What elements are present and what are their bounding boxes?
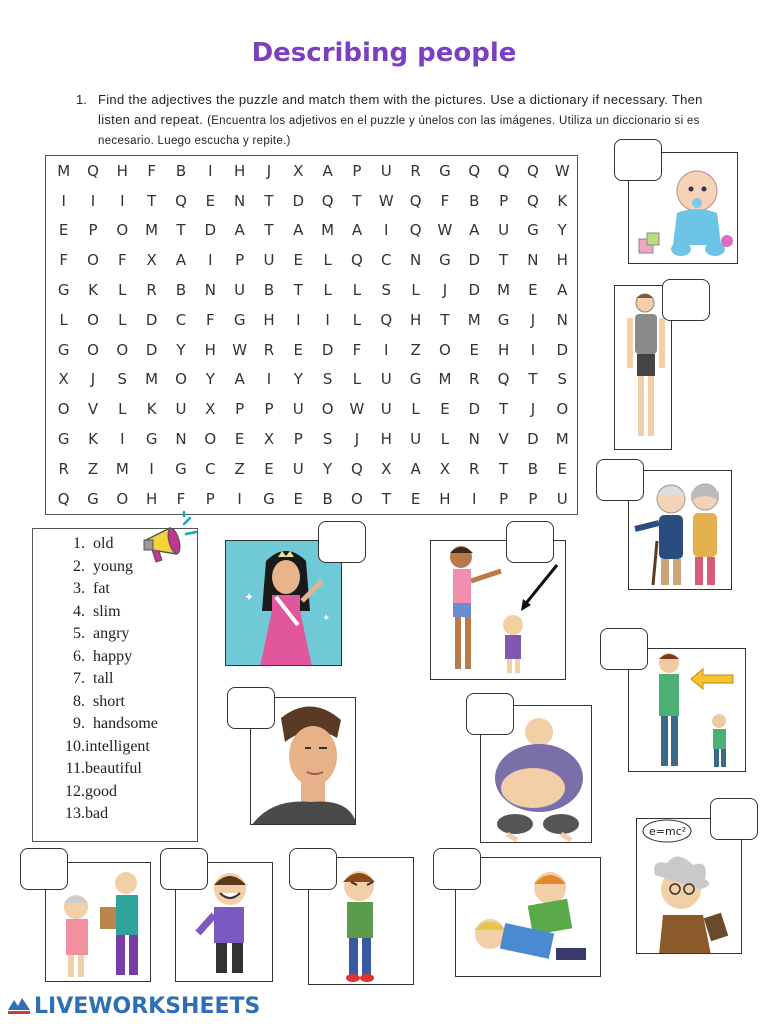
grid-letter[interactable]: N [204, 281, 216, 300]
grid-letter[interactable]: Q [380, 310, 393, 329]
grid-letter[interactable]: M [467, 310, 481, 329]
grid-letter[interactable]: B [527, 459, 539, 478]
grid-letter[interactable]: Q [409, 191, 422, 210]
grid-letter[interactable]: L [352, 310, 362, 329]
grid-letter[interactable]: B [175, 281, 187, 300]
grid-letter[interactable]: G [87, 489, 99, 508]
page-title: Describing people [251, 38, 517, 68]
grid-letter[interactable]: T [147, 191, 157, 210]
word-number: 4. [73, 602, 85, 620]
word-list-item [63, 603, 197, 626]
svg-text:✦: ✦ [322, 613, 331, 624]
grid-letter[interactable]: H [556, 251, 568, 270]
grid-letter[interactable]: R [469, 370, 480, 389]
grid-letter[interactable]: G [57, 340, 70, 359]
grid-letter[interactable]: H [263, 310, 275, 329]
grid-letter[interactable]: O [116, 221, 129, 240]
word-list-item [63, 715, 197, 738]
grid-letter[interactable]: P [293, 430, 303, 449]
answer-box-tall-and-short[interactable] [600, 628, 648, 670]
grid-letter[interactable]: I [296, 310, 301, 329]
grid-letter[interactable]: U [380, 161, 392, 180]
grid-letter[interactable]: X [205, 400, 216, 419]
grid-letter[interactable]: Q [351, 251, 363, 270]
old-couple-illustration [629, 471, 732, 590]
grid-letter[interactable]: L [118, 400, 127, 419]
answer-box-angry-boy[interactable] [289, 848, 337, 890]
grid-letter[interactable]: R [410, 161, 421, 180]
grid-letter[interactable]: X [146, 251, 157, 270]
grid-letter[interactable]: A [293, 221, 304, 240]
grid-row [46, 275, 577, 305]
grid-letter[interactable]: P [205, 489, 215, 508]
grid-letter[interactable]: Y [205, 370, 215, 389]
grid-letter[interactable]: K [88, 430, 98, 449]
grid-letter[interactable]: L [59, 310, 68, 329]
grid-letter[interactable]: A [351, 221, 363, 240]
grid-letter[interactable]: H [204, 340, 216, 359]
grid-letter[interactable]: X [381, 459, 392, 478]
grid-letter[interactable]: K [88, 281, 98, 300]
word-text: fat [93, 580, 110, 597]
grid-letter[interactable]: Q [351, 459, 363, 478]
grid-letter[interactable]: A [322, 161, 333, 180]
grid-letter[interactable]: F [205, 310, 215, 329]
grid-letter[interactable]: I [120, 191, 125, 210]
grid-letter[interactable]: M [145, 370, 159, 389]
grid-letter[interactable]: E [293, 340, 304, 359]
grid-letter[interactable]: J [90, 370, 96, 389]
grid-letter[interactable]: W [232, 340, 248, 359]
grid-letter[interactable]: Z [87, 459, 99, 478]
word-text: old [93, 535, 114, 552]
answer-box-old-couple[interactable] [596, 459, 644, 501]
grid-letter[interactable]: G [439, 161, 451, 180]
grid-letter[interactable]: F [176, 489, 186, 508]
grid-letter[interactable]: O [351, 489, 363, 508]
grid-letter[interactable]: J [442, 281, 448, 300]
grid-letter[interactable]: W [349, 400, 365, 419]
grid-letter[interactable]: L [411, 400, 420, 419]
word-list-item [63, 783, 197, 806]
grid-letter[interactable]: Y [323, 459, 333, 478]
grid-letter[interactable]: N [175, 430, 187, 449]
word-number: 13. [65, 805, 85, 822]
grid-letter[interactable]: L [118, 281, 127, 300]
grid-letter[interactable]: U [380, 370, 392, 389]
grid-letter[interactable]: B [263, 281, 275, 300]
grid-letter[interactable]: L [323, 281, 332, 300]
word-text: happy [93, 647, 133, 665]
word-text: intelligent [85, 737, 150, 755]
grid-letter[interactable]: P [499, 489, 509, 508]
grid-letter[interactable]: P [264, 400, 274, 419]
grid-letter[interactable]: U [380, 400, 392, 419]
grid-letter[interactable]: P [88, 221, 98, 240]
word-list-item [63, 693, 197, 716]
grid-letter[interactable]: E [469, 340, 479, 359]
grid-letter[interactable]: D [321, 340, 334, 359]
grid-letter[interactable]: E [234, 430, 245, 449]
word-number: 6. [73, 647, 85, 665]
grid-letter[interactable]: L [323, 251, 332, 270]
grid-letter[interactable]: T [440, 310, 450, 329]
grid-letter[interactable]: D [527, 430, 539, 449]
grid-letter[interactable]: E [557, 459, 567, 478]
grid-letter[interactable]: D [292, 191, 305, 210]
grid-letter[interactable]: E [205, 191, 216, 210]
grid-letter[interactable]: I [266, 370, 272, 389]
logo-text: LIVEWORKSHEETS [34, 994, 261, 1019]
word-list-item [63, 625, 197, 648]
grid-letter[interactable]: I [208, 161, 213, 180]
grid-letter[interactable]: L [352, 281, 362, 300]
grid-letter[interactable]: O [116, 489, 129, 508]
grid-letter[interactable]: M [145, 221, 159, 240]
word-list-item [63, 648, 197, 671]
word-number: 5. [73, 625, 85, 642]
grid-letter[interactable]: A [557, 281, 568, 300]
grid-letter[interactable]: F [59, 251, 68, 270]
answer-box-tall-man[interactable] [662, 279, 710, 321]
grid-letter[interactable]: X [439, 459, 451, 478]
grid-letter[interactable]: Q [497, 161, 510, 180]
grid-letter[interactable]: U [410, 430, 422, 449]
grid-letter[interactable]: O [556, 400, 569, 419]
word-text: good [85, 782, 117, 800]
grid-letter[interactable]: B [175, 161, 187, 180]
grid-letter[interactable]: S [322, 430, 333, 449]
grid-letter[interactable]: Q [321, 191, 334, 210]
grid-letter[interactable]: I [384, 221, 389, 240]
grid-letter[interactable]: G [175, 459, 187, 478]
grid-letter[interactable]: E [264, 459, 274, 478]
grid-letter[interactable]: I [120, 430, 125, 449]
grid-letter[interactable]: F [147, 161, 156, 180]
grid-letter[interactable]: P [352, 161, 362, 180]
grid-letter[interactable]: T [381, 489, 391, 508]
grid-letter[interactable]: X [263, 430, 275, 449]
grid-letter[interactable]: T [176, 221, 186, 240]
grid-letter[interactable]: Q [527, 191, 539, 210]
word-list-item [63, 670, 197, 693]
grid-letter[interactable]: M [321, 221, 335, 240]
grid-letter[interactable]: A [410, 459, 421, 478]
grid-letter[interactable]: I [90, 191, 96, 210]
tall-and-short-illustration [629, 649, 746, 772]
grid-letter[interactable]: O [87, 310, 99, 329]
answer-box-fighting-boys[interactable] [433, 848, 481, 890]
grid-letter[interactable]: W [437, 221, 453, 240]
grid-letter[interactable]: U [292, 400, 304, 419]
grid-letter[interactable]: I [149, 459, 154, 478]
grid-letter[interactable]: J [530, 400, 536, 419]
grid-letter[interactable]: G [145, 430, 158, 449]
grid-letter[interactable]: E [293, 489, 304, 508]
instruction-english: Find the adjectives the puzzle and match them with the pictures. Use a dictionary if necessary. Then listen and repeat. [98, 92, 703, 127]
grid-letter[interactable]: I [472, 489, 477, 508]
grid-letter[interactable]: E [528, 281, 538, 300]
grid-row [46, 484, 577, 514]
answer-box-tall-short-kids[interactable] [506, 521, 554, 563]
grid-letter[interactable]: D [145, 340, 158, 359]
grid-letter[interactable]: J [354, 430, 360, 449]
grid-letter[interactable]: H [146, 489, 158, 508]
grid-letter[interactable]: O [175, 370, 187, 389]
word-list-item [63, 760, 197, 783]
word-number: 2. [73, 557, 85, 575]
grid-letter[interactable]: D [204, 221, 217, 240]
liveworksheets-logo[interactable] [6, 994, 260, 1019]
grid-letter[interactable]: D [468, 281, 481, 300]
grid-letter[interactable]: R [146, 281, 157, 300]
grid-letter[interactable]: C [175, 310, 187, 329]
answer-box-happy-boy[interactable] [160, 848, 208, 890]
grid-row [46, 245, 577, 275]
grid-letter[interactable]: M [438, 370, 452, 389]
answer-box-baby[interactable] [614, 139, 662, 181]
instruction-number: 1. [76, 92, 87, 107]
word-number: 9. [73, 715, 85, 732]
grid-letter[interactable]: R [263, 340, 275, 359]
grid-letter[interactable]: T [264, 191, 274, 210]
instruction-spanish: (Encuentra los adjetivos en el puzzle y únelos con las imágenes. Utiliza un diccionario si es necesario. Luego escucha y repite.) [98, 115, 700, 147]
grid-letter[interactable]: R [469, 459, 480, 478]
grid-letter[interactable]: M [57, 161, 71, 180]
equation-text: e=mc² [649, 825, 687, 838]
word-text: angry [93, 625, 130, 642]
grid-letter[interactable]: D [468, 400, 481, 419]
word-text: short [93, 692, 125, 710]
grid-letter[interactable]: O [57, 400, 70, 419]
grid-letter[interactable]: T [293, 281, 303, 300]
grid-letter[interactable]: C [381, 251, 392, 270]
grid-letter[interactable]: S [322, 370, 333, 389]
grid-letter[interactable]: G [439, 251, 451, 270]
grid-letter[interactable]: O [204, 430, 217, 449]
grid-letter[interactable]: I [237, 489, 242, 508]
grid-letter[interactable]: H [497, 340, 510, 359]
grid-letter[interactable]: Q [497, 370, 510, 389]
grid-letter[interactable]: N [527, 251, 539, 270]
grid-row [46, 156, 577, 186]
grid-letter[interactable]: Q [409, 221, 422, 240]
grid-letter[interactable]: T [499, 251, 509, 270]
grid-letter[interactable]: S [117, 370, 128, 389]
word-number: 12. [65, 782, 85, 800]
grid-letter[interactable]: L [440, 430, 450, 449]
grid-letter[interactable]: I [384, 340, 389, 359]
grid-letter[interactable]: P [528, 489, 538, 508]
word-text: beautiful [85, 760, 142, 777]
grid-letter[interactable]: S [381, 281, 392, 300]
grid-letter[interactable]: G [527, 221, 539, 240]
grid-letter[interactable]: L [352, 370, 362, 389]
grid-letter[interactable]: D [468, 251, 481, 270]
word-list-item [63, 805, 197, 828]
grid-row [46, 216, 577, 246]
grid-letter[interactable]: H [116, 161, 128, 180]
grid-letter[interactable]: P [499, 191, 509, 210]
grid-letter[interactable]: Q [57, 489, 70, 508]
grid-letter[interactable]: U [498, 221, 510, 240]
grid-letter[interactable]: N [468, 430, 480, 449]
grid-letter[interactable]: U [263, 251, 275, 270]
grid-letter[interactable]: L [118, 310, 127, 329]
grid-letter[interactable]: B [469, 191, 480, 210]
answer-box-scientist[interactable] [710, 798, 758, 840]
grid-letter[interactable]: T [264, 221, 274, 240]
grid-letter[interactable]: T [499, 459, 509, 478]
word-number: 8. [73, 692, 85, 710]
grid-letter[interactable]: Y [557, 221, 567, 240]
grid-letter[interactable]: G [497, 310, 510, 329]
grid-row [46, 454, 577, 484]
grid-letter[interactable]: N [234, 191, 246, 210]
grid-letter[interactable]: N [409, 251, 422, 270]
grid-letter[interactable]: Z [234, 459, 245, 478]
grid-row [46, 186, 577, 216]
grid-letter[interactable]: V [87, 400, 99, 419]
grid-letter[interactable]: Q [527, 161, 539, 180]
grid-letter[interactable]: F [440, 191, 450, 210]
answer-box-old-people[interactable] [20, 848, 68, 890]
word-text: bad [85, 805, 109, 822]
grid-letter[interactable]: Q [175, 191, 187, 210]
answer-box-fat-man[interactable] [466, 693, 514, 735]
word-list [32, 528, 198, 842]
grid-letter[interactable]: O [87, 251, 99, 270]
grid-letter[interactable]: O [116, 340, 129, 359]
grid-letter[interactable]: A [175, 251, 187, 270]
grid-letter[interactable]: F [352, 340, 362, 359]
grid-letter[interactable]: N [556, 310, 568, 329]
grid-letter[interactable]: X [293, 161, 304, 180]
grid-letter[interactable]: K [557, 191, 568, 210]
grid-letter[interactable]: R [58, 459, 69, 478]
grid-letter[interactable]: B [322, 489, 333, 508]
grid-letter[interactable]: Y [176, 340, 186, 359]
grid-letter[interactable]: L [411, 281, 420, 300]
grid-row [46, 335, 577, 365]
grid-letter[interactable]: M [555, 430, 569, 449]
grid-letter[interactable]: H [409, 310, 422, 329]
grid-letter[interactable]: E [293, 251, 304, 270]
word-number: 10. [65, 737, 85, 755]
grid-letter[interactable]: G [233, 310, 246, 329]
grid-letter[interactable]: P [235, 251, 245, 270]
word-text: young [93, 557, 133, 575]
word-number: 7. [73, 670, 85, 687]
grid-letter[interactable]: M [115, 459, 129, 478]
grid-row [46, 424, 577, 454]
word-number: 3. [73, 580, 85, 597]
grid-letter[interactable]: I [530, 340, 536, 359]
grid-letter[interactable]: E [410, 489, 421, 508]
grid-letter[interactable]: A [234, 370, 245, 389]
grid-letter[interactable]: H [439, 489, 451, 508]
word-list-item [63, 738, 197, 761]
grid-letter[interactable]: K [146, 400, 157, 419]
grid-letter[interactable]: H [380, 430, 392, 449]
grid-row [46, 305, 577, 335]
grid-letter[interactable]: F [118, 251, 127, 270]
grid-letter[interactable]: V [498, 430, 509, 449]
grid-letter[interactable]: J [266, 161, 272, 180]
word-search-grid[interactable] [45, 155, 578, 515]
grid-letter[interactable]: T [352, 191, 362, 210]
grid-row [46, 365, 577, 395]
word-text: slim [93, 602, 121, 620]
grid-row [46, 394, 577, 424]
grid-letter[interactable]: Y [293, 370, 303, 389]
logo-icon [6, 996, 32, 1018]
grid-letter[interactable]: H [233, 161, 246, 180]
grid-letter[interactable]: W [378, 191, 394, 210]
grid-letter[interactable]: U [234, 281, 246, 300]
word-list-item [63, 580, 197, 603]
grid-letter[interactable]: D [145, 310, 158, 329]
grid-letter[interactable]: G [263, 489, 275, 508]
grid-letter[interactable]: Q [468, 161, 481, 180]
grid-letter[interactable]: T [499, 400, 509, 419]
grid-letter[interactable]: M [497, 281, 511, 300]
grid-letter[interactable]: S [557, 370, 567, 389]
grid-letter[interactable]: U [292, 459, 304, 478]
grid-letter[interactable]: Z [410, 340, 421, 359]
word-number: 1. [73, 535, 85, 552]
grid-letter[interactable]: I [61, 191, 66, 210]
grid-letter[interactable]: W [554, 161, 570, 180]
grid-letter[interactable]: G [409, 370, 422, 389]
grid-letter[interactable]: O [321, 400, 334, 419]
grid-letter[interactable]: I [208, 251, 213, 270]
grid-letter[interactable]: U [175, 400, 187, 419]
grid-letter[interactable]: P [235, 400, 245, 419]
grid-letter[interactable]: O [439, 340, 451, 359]
grid-letter[interactable]: A [469, 221, 480, 240]
grid-letter[interactable]: X [58, 370, 69, 389]
grid-letter[interactable]: E [58, 221, 69, 240]
grid-letter[interactable]: E [440, 400, 450, 419]
word-text: handsome [93, 715, 158, 732]
grid-letter[interactable]: T [528, 370, 538, 389]
grid-letter[interactable]: G [57, 281, 70, 300]
word-text: tall [93, 670, 114, 687]
grid-letter[interactable]: U [556, 489, 568, 508]
svg-text:✦: ✦ [244, 590, 255, 604]
grid-letter[interactable]: O [87, 340, 99, 359]
grid-letter[interactable]: Q [87, 161, 99, 180]
grid-letter[interactable]: I [325, 310, 330, 329]
word-number: 11. [65, 760, 85, 777]
grid-letter[interactable]: C [205, 459, 216, 478]
answer-box-handsome-man[interactable] [227, 687, 275, 729]
grid-letter[interactable]: D [556, 340, 569, 359]
grid-letter[interactable]: G [57, 430, 70, 449]
grid-letter[interactable]: A [234, 221, 245, 240]
megaphone-audio-icon[interactable] [140, 510, 198, 570]
answer-box-beauty-queen[interactable] [318, 521, 366, 563]
grid-letter[interactable]: J [530, 310, 536, 329]
